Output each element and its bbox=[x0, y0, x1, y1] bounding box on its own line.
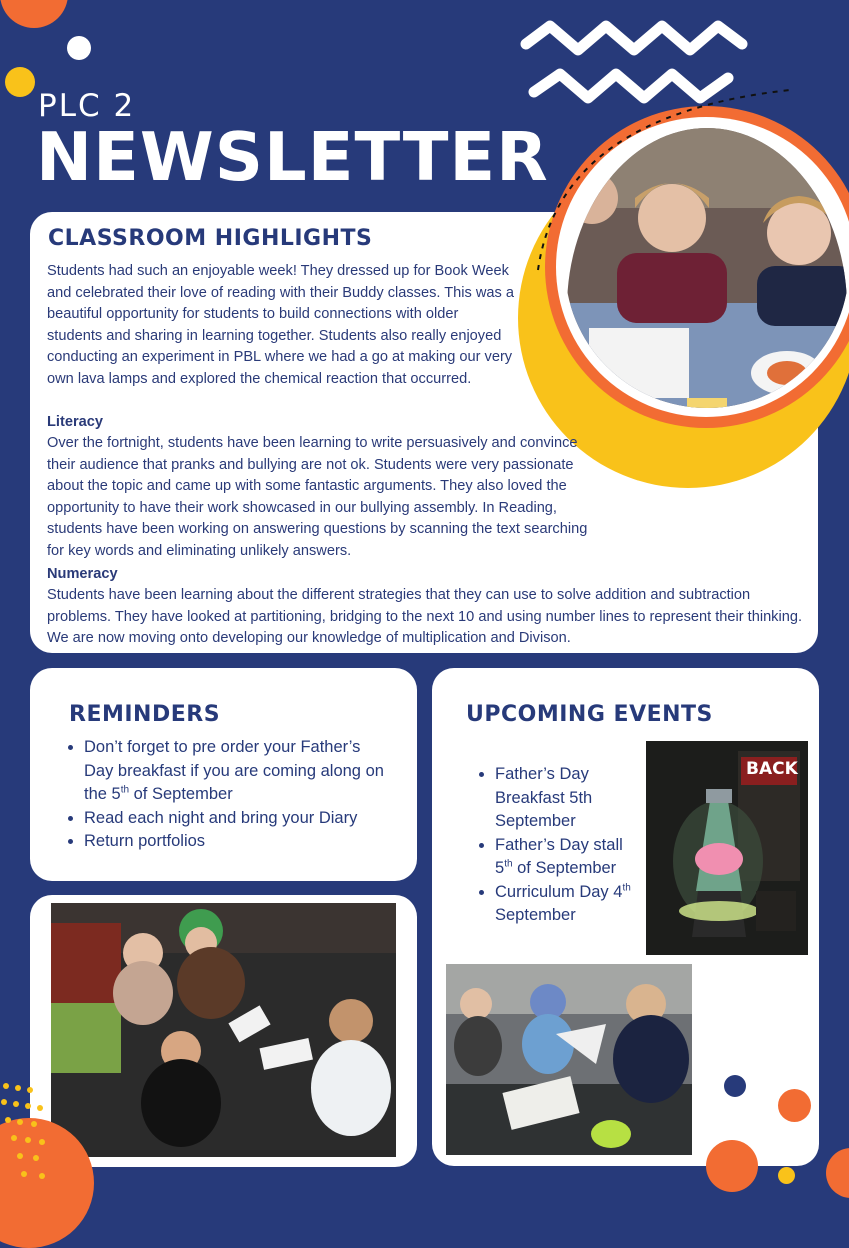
lava-lamp-photo bbox=[646, 741, 808, 955]
reminder-1-sup: th bbox=[120, 784, 130, 796]
event-3-tail: September bbox=[495, 906, 576, 924]
decor-dot-white bbox=[67, 36, 91, 60]
decor-dot-yellow-small bbox=[778, 1167, 795, 1184]
decor-dot-orange-1 bbox=[778, 1089, 811, 1122]
event-3-sup: th bbox=[622, 882, 631, 893]
event-2-sup: th bbox=[504, 858, 513, 870]
reminders-heading: REMINDERS bbox=[69, 702, 221, 727]
decor-dot-orange bbox=[0, 0, 68, 28]
decor-dot-pattern bbox=[0, 1080, 60, 1200]
reminder-1-tail: of September bbox=[129, 785, 233, 803]
event-3-text: Curriculum Day 4 bbox=[495, 882, 623, 901]
book-week-photo bbox=[30, 895, 417, 1167]
decor-dot-orange-3 bbox=[826, 1148, 849, 1198]
list-item: • Return portfolios bbox=[84, 830, 392, 854]
reminders-list bbox=[62, 736, 392, 854]
highlights-heading: CLASSROOM HIGHLIGHTS bbox=[48, 226, 373, 251]
list-item: • Read each night and bring your Diary bbox=[84, 807, 392, 831]
numeracy-heading: Numeracy bbox=[47, 566, 118, 582]
numeracy-text: Students have been learning about the different strategies that they can use to solve addition and subtraction problems. They have looked at partitioning, bridging to the next 10 and using number lines to represent their thinking. We are now moving onto developing our knowledge of multiplication and Divison. bbox=[47, 587, 803, 647]
event-2-tail: of September bbox=[512, 859, 617, 877]
newsletter-kicker: PLC 2 bbox=[38, 88, 136, 124]
highlights-intro: Students had such an enjoyable week! They dressed up for Book Week and celebrated their love of reading with their Buddy classes. This was a beautiful opportunity for students to build connections with older students and sharing in learning together. Students also really enjoyed conducting an experiment in PBL where we had a go at making our very own lava lamps and explored the chemical reaction that occurred. bbox=[47, 263, 514, 387]
literacy-heading: Literacy bbox=[47, 414, 103, 430]
literacy-text: Over the fortnight, students have been learning to write persuasively and convince their audience that pranks and bullying are not ok. Students were very passionate about the topic and came up with some fantastic arguments. They also loved the opportunity to have their work showcased in our bullying assembly. In Reading, students have been working on answering questions by scanning the text searching for key words and eliminating unlikely answers. bbox=[47, 435, 588, 559]
decor-dashed-arc bbox=[520, 85, 820, 275]
decor-dot-yellow bbox=[5, 67, 35, 97]
decor-dot-navy bbox=[724, 1075, 746, 1097]
list-item bbox=[495, 881, 633, 928]
list-item bbox=[495, 834, 633, 881]
list-item bbox=[84, 736, 392, 807]
events-heading: UPCOMING EVENTS bbox=[466, 702, 713, 727]
reminder-1-text: Don’t forget to pre order your Father’s Day breakfast if you are coming along on the 5 bbox=[84, 738, 384, 803]
lava-lamp-sign-text: BACK bbox=[746, 759, 798, 779]
decor-dot-orange-2 bbox=[706, 1140, 758, 1192]
event-2-text: Father’s Day stall 5 bbox=[495, 835, 623, 877]
events-list bbox=[473, 763, 633, 928]
newsletter-title: NEWSLETTER bbox=[36, 118, 549, 196]
list-item: • Father’s Day Breakfast 5th September bbox=[495, 763, 633, 834]
buddy-class-photo bbox=[446, 964, 692, 1155]
